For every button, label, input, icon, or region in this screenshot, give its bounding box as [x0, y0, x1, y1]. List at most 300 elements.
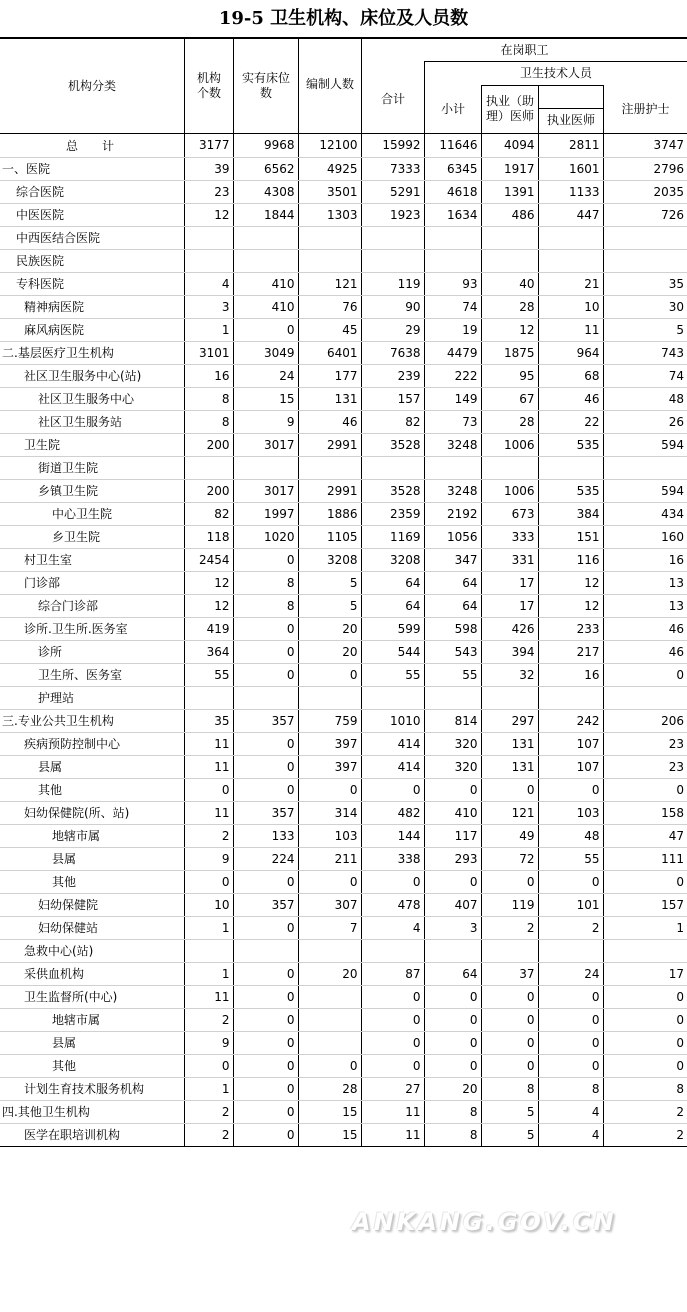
row-value: 0 — [481, 778, 538, 801]
row-value: 743 — [603, 341, 687, 364]
row-value: 1 — [184, 318, 233, 341]
row-value: 2359 — [361, 502, 424, 525]
row-value: 6562 — [233, 157, 298, 180]
row-value — [184, 686, 233, 709]
row-value: 3208 — [298, 548, 361, 571]
table-row — [0, 962, 687, 985]
row-value: 11 — [184, 755, 233, 778]
row-value — [361, 226, 424, 249]
row-value: 1844 — [233, 203, 298, 226]
table-row — [0, 295, 687, 318]
row-value: 46 — [298, 410, 361, 433]
row-value: 24 — [233, 364, 298, 387]
row-category: 乡卫生院 — [0, 525, 184, 548]
row-value — [361, 686, 424, 709]
row-value: 23 — [603, 732, 687, 755]
row-category: 中心卫生院 — [0, 502, 184, 525]
row-value: 0 — [603, 985, 687, 1008]
row-category: 诊所 — [0, 640, 184, 663]
row-value: 1875 — [481, 341, 538, 364]
row-value: 90 — [361, 295, 424, 318]
row-value: 0 — [361, 870, 424, 893]
row-value: 12 — [481, 318, 538, 341]
row-value: 149 — [424, 387, 481, 410]
row-value: 4 — [184, 272, 233, 295]
row-value: 117 — [424, 824, 481, 847]
row-value: 2 — [603, 1123, 687, 1146]
row-category: 其他 — [0, 1054, 184, 1077]
row-value: 535 — [538, 433, 603, 456]
row-value: 10 — [184, 893, 233, 916]
row-value: 486 — [481, 203, 538, 226]
row-value — [538, 249, 603, 272]
row-value: 9 — [184, 847, 233, 870]
row-value: 2 — [184, 824, 233, 847]
row-value: 0 — [233, 916, 298, 939]
row-value: 1133 — [538, 180, 603, 203]
row-value — [298, 686, 361, 709]
table-row — [0, 387, 687, 410]
row-value: 20 — [424, 1077, 481, 1100]
row-category: 卫生所、医务室 — [0, 663, 184, 686]
row-value: 28 — [481, 410, 538, 433]
watermark: ANKANG.GOV.CN — [352, 1208, 617, 1236]
row-category: 地辖市属 — [0, 1008, 184, 1031]
row-value — [361, 939, 424, 962]
table-row — [0, 226, 687, 249]
row-value: 0 — [361, 1031, 424, 1054]
row-value: 23 — [603, 755, 687, 778]
row-value: 0 — [233, 962, 298, 985]
row-value: 20 — [298, 617, 361, 640]
header-divider — [298, 39, 299, 134]
row-value: 39 — [184, 157, 233, 180]
row-value: 5 — [481, 1100, 538, 1123]
row-value: 414 — [361, 755, 424, 778]
table-row — [0, 939, 687, 962]
table-row — [0, 755, 687, 778]
row-value: 1006 — [481, 479, 538, 502]
row-value: 3528 — [361, 433, 424, 456]
row-value: 599 — [361, 617, 424, 640]
table-row — [0, 410, 687, 433]
table-row — [0, 893, 687, 916]
row-value: 8 — [424, 1100, 481, 1123]
row-value — [298, 456, 361, 479]
row-value: 4925 — [298, 157, 361, 180]
row-value: 0 — [233, 732, 298, 755]
row-value — [298, 1031, 361, 1054]
row-value: 0 — [424, 1054, 481, 1077]
row-value: 3248 — [424, 479, 481, 502]
row-value: 1010 — [361, 709, 424, 732]
row-value: 0 — [233, 1100, 298, 1123]
row-value: 28 — [298, 1077, 361, 1100]
row-value: 338 — [361, 847, 424, 870]
row-value: 64 — [361, 594, 424, 617]
row-value: 46 — [603, 640, 687, 663]
row-category: 医学在职培训机构 — [0, 1123, 184, 1146]
row-value — [361, 456, 424, 479]
row-value — [424, 456, 481, 479]
row-value: 3501 — [298, 180, 361, 203]
row-value: 0 — [233, 1031, 298, 1054]
row-value: 0 — [538, 778, 603, 801]
row-value — [424, 226, 481, 249]
row-value: 0 — [603, 1031, 687, 1054]
header-health-tech: 卫生技术人员 — [519, 65, 592, 80]
row-value — [184, 939, 233, 962]
row-value: 397 — [298, 732, 361, 755]
row-value: 314 — [298, 801, 361, 824]
row-value: 0 — [538, 870, 603, 893]
row-value: 0 — [603, 1054, 687, 1077]
row-category: 村卫生室 — [0, 548, 184, 571]
row-value: 0 — [424, 985, 481, 1008]
row-value: 0 — [424, 1008, 481, 1031]
row-value: 2811 — [538, 134, 603, 157]
row-value: 0 — [184, 870, 233, 893]
row-value: 0 — [361, 1054, 424, 1077]
table-row — [0, 203, 687, 226]
table-row — [0, 134, 687, 157]
row-value: 9968 — [233, 134, 298, 157]
row-value: 15 — [298, 1123, 361, 1146]
row-value: 293 — [424, 847, 481, 870]
table-row — [0, 916, 687, 939]
row-category: 诊所.卫生所.医务室 — [0, 617, 184, 640]
row-value: 46 — [538, 387, 603, 410]
header-divider — [233, 39, 234, 134]
row-value: 7 — [298, 916, 361, 939]
row-value: 414 — [361, 732, 424, 755]
row-value: 177 — [298, 364, 361, 387]
table-row — [0, 985, 687, 1008]
row-value — [424, 249, 481, 272]
row-value: 101 — [538, 893, 603, 916]
header-divider — [424, 61, 425, 134]
table-row — [0, 663, 687, 686]
row-value: 410 — [233, 295, 298, 318]
table-row — [0, 456, 687, 479]
row-value: 19 — [424, 318, 481, 341]
row-category: 妇幼保健院 — [0, 893, 184, 916]
row-value: 0 — [233, 617, 298, 640]
row-value: 1997 — [233, 502, 298, 525]
row-value: 407 — [424, 893, 481, 916]
row-value: 74 — [424, 295, 481, 318]
row-value: 0 — [233, 985, 298, 1008]
table-body — [0, 134, 687, 1146]
row-value: 5 — [298, 571, 361, 594]
row-value: 0 — [361, 1008, 424, 1031]
header-nurse: 注册护士 — [621, 101, 670, 116]
row-value — [298, 226, 361, 249]
row-value: 0 — [184, 1054, 233, 1077]
row-value: 3248 — [424, 433, 481, 456]
row-value: 200 — [184, 479, 233, 502]
row-value: 111 — [603, 847, 687, 870]
row-value: 8 — [233, 571, 298, 594]
row-category: 街道卫生院 — [0, 456, 184, 479]
row-value: 32 — [481, 663, 538, 686]
row-value: 12 — [538, 594, 603, 617]
row-category: 门诊部 — [0, 571, 184, 594]
row-value: 8 — [481, 1077, 538, 1100]
row-value — [603, 226, 687, 249]
row-value: 544 — [361, 640, 424, 663]
row-category: 急救中心(站) — [0, 939, 184, 962]
row-value: 0 — [538, 1008, 603, 1031]
row-value: 2 — [184, 1123, 233, 1146]
row-value: 1601 — [538, 157, 603, 180]
table-row — [0, 1077, 687, 1100]
row-value: 23 — [184, 180, 233, 203]
row-value: 0 — [233, 778, 298, 801]
row-value: 0 — [603, 778, 687, 801]
table-row — [0, 249, 687, 272]
row-value: 7638 — [361, 341, 424, 364]
row-value: 5 — [298, 594, 361, 617]
row-category: 乡镇卫生院 — [0, 479, 184, 502]
row-value: 3017 — [233, 433, 298, 456]
row-value: 4 — [538, 1123, 603, 1146]
row-value — [361, 249, 424, 272]
row-value: 535 — [538, 479, 603, 502]
row-value: 11 — [184, 801, 233, 824]
row-value: 0 — [233, 870, 298, 893]
row-value: 17 — [481, 571, 538, 594]
row-category: 四.其他卫生机构 — [0, 1100, 184, 1123]
row-value: 1105 — [298, 525, 361, 548]
row-category: 综合医院 — [0, 180, 184, 203]
row-value: 11 — [184, 985, 233, 1008]
row-value: 74 — [603, 364, 687, 387]
row-value: 64 — [424, 594, 481, 617]
row-value: 222 — [424, 364, 481, 387]
row-value: 0 — [481, 1054, 538, 1077]
row-value: 242 — [538, 709, 603, 732]
header-divider — [481, 85, 604, 86]
row-value: 447 — [538, 203, 603, 226]
row-value: 7333 — [361, 157, 424, 180]
row-value: 1 — [184, 962, 233, 985]
row-value: 0 — [233, 318, 298, 341]
header-practicing-asst: 执业（助理）医师 — [485, 94, 534, 123]
row-category: 社区卫生服务站 — [0, 410, 184, 433]
data-table — [0, 134, 687, 1147]
header-divider — [184, 39, 185, 134]
row-value: 64 — [424, 571, 481, 594]
row-value: 35 — [603, 272, 687, 295]
row-value: 9 — [233, 410, 298, 433]
row-value: 11 — [184, 732, 233, 755]
row-value: 119 — [481, 893, 538, 916]
table-row — [0, 272, 687, 295]
row-value: 297 — [481, 709, 538, 732]
row-category: 卫生院 — [0, 433, 184, 456]
row-value: 347 — [424, 548, 481, 571]
table-row — [0, 686, 687, 709]
row-value: 24 — [538, 962, 603, 985]
row-value: 0 — [538, 985, 603, 1008]
row-value — [481, 456, 538, 479]
table-title: 19-5 卫生机构、床位及人员数 — [218, 8, 469, 29]
row-value: 4094 — [481, 134, 538, 157]
row-value — [233, 686, 298, 709]
row-value: 64 — [424, 962, 481, 985]
row-value: 11646 — [424, 134, 481, 157]
row-value: 64 — [361, 571, 424, 594]
row-value: 434 — [603, 502, 687, 525]
row-value — [481, 686, 538, 709]
table-row — [0, 525, 687, 548]
row-value: 121 — [298, 272, 361, 295]
row-value: 2991 — [298, 433, 361, 456]
row-value: 151 — [538, 525, 603, 548]
row-value: 0 — [184, 778, 233, 801]
row-value: 16 — [603, 548, 687, 571]
row-value: 0 — [538, 1054, 603, 1077]
row-value: 3 — [184, 295, 233, 318]
row-value: 217 — [538, 640, 603, 663]
row-value: 26 — [603, 410, 687, 433]
row-value: 0 — [424, 870, 481, 893]
row-value — [481, 249, 538, 272]
table-row — [0, 1100, 687, 1123]
row-value: 29 — [361, 318, 424, 341]
row-value: 21 — [538, 272, 603, 295]
row-value: 0 — [233, 640, 298, 663]
row-value: 67 — [481, 387, 538, 410]
row-category: 麻风病医院 — [0, 318, 184, 341]
row-value: 3 — [424, 916, 481, 939]
table-row — [0, 801, 687, 824]
row-value: 37 — [481, 962, 538, 985]
row-value: 76 — [298, 295, 361, 318]
row-value: 333 — [481, 525, 538, 548]
table-row — [0, 502, 687, 525]
table-row — [0, 1031, 687, 1054]
header-divider — [424, 61, 687, 62]
row-value: 55 — [184, 663, 233, 686]
row-value: 47 — [603, 824, 687, 847]
row-value: 3101 — [184, 341, 233, 364]
row-value: 1020 — [233, 525, 298, 548]
table-row — [0, 594, 687, 617]
row-value: 133 — [233, 824, 298, 847]
row-value: 4618 — [424, 180, 481, 203]
row-value: 45 — [298, 318, 361, 341]
table-row — [0, 157, 687, 180]
row-value: 364 — [184, 640, 233, 663]
row-value: 5 — [603, 318, 687, 341]
row-value: 357 — [233, 893, 298, 916]
row-value — [481, 939, 538, 962]
row-value — [184, 456, 233, 479]
row-category: 综合门诊部 — [0, 594, 184, 617]
row-value: 307 — [298, 893, 361, 916]
row-value: 594 — [603, 433, 687, 456]
row-value: 55 — [361, 663, 424, 686]
row-value — [233, 939, 298, 962]
row-value: 55 — [538, 847, 603, 870]
row-value — [538, 226, 603, 249]
row-value: 40 — [481, 272, 538, 295]
header-divider — [603, 85, 604, 134]
row-category: 民族医院 — [0, 249, 184, 272]
row-value: 2454 — [184, 548, 233, 571]
row-value: 1634 — [424, 203, 481, 226]
row-category: 其他 — [0, 778, 184, 801]
row-value: 0 — [424, 1031, 481, 1054]
row-value — [538, 686, 603, 709]
row-value: 331 — [481, 548, 538, 571]
row-category: 卫生监督所(中心) — [0, 985, 184, 1008]
row-value: 158 — [603, 801, 687, 824]
row-value: 0 — [481, 870, 538, 893]
row-value: 48 — [603, 387, 687, 410]
row-value: 95 — [481, 364, 538, 387]
row-value — [538, 456, 603, 479]
row-category: 中医医院 — [0, 203, 184, 226]
row-value: 0 — [603, 1008, 687, 1031]
row-value: 2 — [538, 916, 603, 939]
row-value — [538, 939, 603, 962]
row-value: 0 — [233, 548, 298, 571]
row-value: 16 — [538, 663, 603, 686]
row-value: 17 — [603, 962, 687, 985]
row-value: 8 — [184, 387, 233, 410]
row-category: 其他 — [0, 870, 184, 893]
row-value — [184, 226, 233, 249]
row-value — [603, 939, 687, 962]
row-value: 11 — [538, 318, 603, 341]
row-category: 总 计 — [0, 134, 184, 157]
row-value: 2991 — [298, 479, 361, 502]
row-value: 233 — [538, 617, 603, 640]
row-value: 964 — [538, 341, 603, 364]
row-value: 4479 — [424, 341, 481, 364]
row-value: 2796 — [603, 157, 687, 180]
row-value: 2 — [603, 1100, 687, 1123]
row-value: 0 — [233, 1054, 298, 1077]
row-value: 0 — [233, 1123, 298, 1146]
row-value: 4308 — [233, 180, 298, 203]
row-category: 县属 — [0, 847, 184, 870]
row-value: 320 — [424, 732, 481, 755]
row-value: 426 — [481, 617, 538, 640]
row-value: 0 — [424, 778, 481, 801]
row-value: 1 — [184, 916, 233, 939]
row-value: 0 — [361, 778, 424, 801]
row-value: 384 — [538, 502, 603, 525]
row-category: 二.基层医疗卫生机构 — [0, 341, 184, 364]
row-value: 8 — [603, 1077, 687, 1100]
row-value: 9 — [184, 1031, 233, 1054]
row-category: 专科医院 — [0, 272, 184, 295]
row-category: 计划生育技术服务机构 — [0, 1077, 184, 1100]
row-value: 27 — [361, 1077, 424, 1100]
header-category: 机构分类 — [67, 78, 116, 93]
row-value: 1917 — [481, 157, 538, 180]
row-value: 357 — [233, 709, 298, 732]
row-value: 0 — [481, 1008, 538, 1031]
row-category: 县属 — [0, 1031, 184, 1054]
row-value: 1006 — [481, 433, 538, 456]
row-value: 15992 — [361, 134, 424, 157]
table-row — [0, 479, 687, 502]
